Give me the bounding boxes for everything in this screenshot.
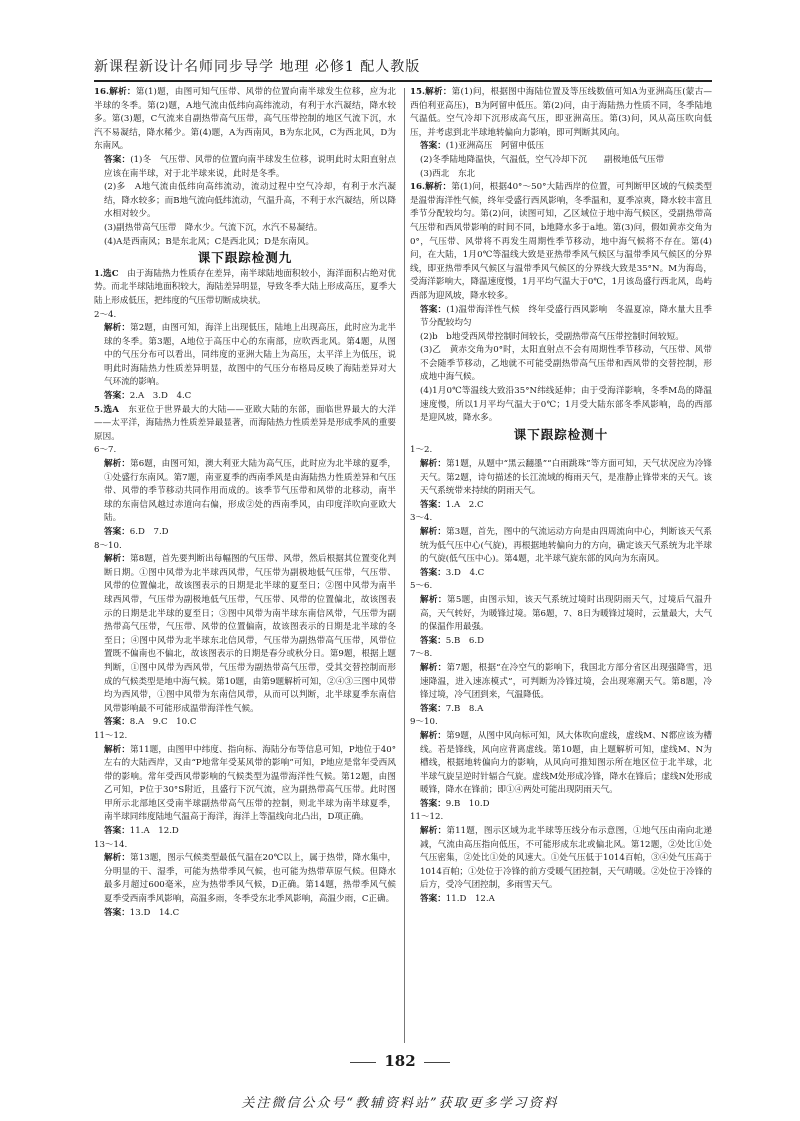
answer-paragraph: 答案：9.B 10.D: [420, 798, 490, 809]
answer-paragraph: 11～12.: [94, 730, 128, 741]
left-column: [94, 86, 396, 920]
answer-paragraph: (3)西北 东北: [420, 168, 476, 179]
answer-paragraph: 解析：第9题，从图中风向标可知，风大体吹向虚线，虚线M、N都应该为槽线。若是锋线，风向应背离虚线。第10题，由上题解析可知，虚线M、N为槽线，根据地转偏向力的影响，从风向可推知图示所在地区位于北半球，北半球气旋呈逆时针辐合气旋。虚线M处形成冷锋，降水在锋后；虚线N处形成暖锋，降水在锋前；即①④两处可能出现阴雨天气。: [420, 730, 712, 796]
answer-paragraph: 3～4.: [410, 513, 433, 524]
header-title: 新课程新设计名师同步导学 地理 必修1 配人教版: [94, 59, 421, 75]
answer-paragraph: 11～12.: [410, 812, 444, 823]
page-number: [0, 1052, 800, 1070]
answer-paragraph: 解析：第11题，图示区域为北半球等压线分布示意图，①地气压由南向北递减，气流由高压指向低压，不可能形成东北或偏北风。第12题，②处比①处气压密集，②处比①处的风速大。①处气压低于1014百帕，③④处气压高于1014百帕；①处位于冷锋的前方受暖气团控制，天气晴暖。②处位于冷锋的后方，受冷气团控制，多雨雪天气。: [420, 826, 712, 891]
answer-paragraph: 9～10.: [410, 717, 438, 728]
answer-paragraph: 答案：2.A 3.D 4.C: [104, 391, 192, 402]
answer-paragraph: 答案：8.A 9.C 10.C: [104, 717, 197, 728]
answer-paragraph: 解析：第2题，由图可知，海洋上出现低压，陆地上出现高压，此时应为北半球的冬季。第3题，A地位于高压中心的东南部，应吹西北风。第4题，从图中的气压分布可以看出，同纬度的亚洲大陆上为高压，太平洋上为低压，说明此时海陆热力性质差异明显，故图中的气压分布格局反映了海陆差异对大气环流的影响。: [104, 323, 396, 388]
answer-paragraph: (4)1月0℃等温线大致沿35°N纬线延伸；由于受海洋影响，冬季M岛的降温速度慢，所以1月平均气温大于0℃；1月受大陆东部冬季风影响，岛的西部是迎风坡，降水多。: [420, 386, 712, 424]
answer-paragraph: 答案：11.D 12.A: [420, 894, 495, 905]
answer-paragraph: 解析：第8题，首先要判断出每幅图的气压带、风带，然后根据其位置变化判断日期。①图中风带为北半球西风带，气压带为副极地低气压带，气压带、风带的位置偏北，故该图表示的日期是北半球的夏至日；②图中风带为南半球西风带，气压带为副极地低气压带，气压带、风带的位置偏北，故该图表示的日期是北半球的夏至日；③图中风带为南半球东南信风带，气压带为副热带高气压带，气压带、风带的位置偏南，故该图表示的日期是北半球的冬至日；④图中风带为北半球东北信风带，气压带为副热带高气压带，风带位置既不偏南也不偏北，故该图表示的日期是春分或秋分日。第9题，根据上题判断，①图中风带为西风带，气压带为副热带高气压带，受其交替控制而形成的气候类型是地中海气候。第10题，由第9题解析可知，②④③三图中风带均为西风带，①图中风带为东南信风带，从而可以判断，北半球夏季东南信风带影响最不可能形成温带海洋性气候。: [104, 554, 396, 714]
answer-paragraph: (3)副热带高气压带 降水少。气流下沉，水汽不易凝结。: [104, 222, 323, 233]
answer-paragraph: 16.解析：第(1)问，根据40°～50°大陆西岸的位置，可判断甲区域的气候类型是温带海洋性气候，终年受盛行西风影响，冬季温和，夏季凉爽，降水较丰富且季节分配较均匀。第(2)问，读图可知，乙区域位于地中海气候区，受副热带高气压带和西风带影响的时间不同，b地降水多于a地。第(3)问，假如黄赤交角为0°，气压带、风带将不再发生周期性季节移动，地中海气候将不存在。第(4)问，在大陆，1月0℃等温线大致是亚热带季风气候区与温带季风气候区的分界线，即亚热带季风气候区与温带季风气候区的分界线大致是35°N。M为海岛，受海洋影响大，降温速度慢，1月平均气温大于0℃，1月该岛盛行西北风，岛屿西部为迎风坡，降水较多。: [410, 182, 713, 301]
section-title: 课下跟踪检测十: [513, 426, 609, 442]
answer-paragraph: 13～14.: [94, 839, 128, 850]
answer-paragraph: 答案：5.B 6.D: [420, 635, 484, 646]
running-header: [94, 56, 712, 82]
section-title: 课下跟踪检测九: [197, 250, 293, 266]
answer-paragraph: (2)b b地受西风带控制时间较长，受副热带高气压带控制时间较短。: [420, 331, 684, 342]
column-divider: [404, 88, 405, 1043]
answer-paragraph: (3)乙 黄赤交角为0°时，太阳直射点不会有周期性季节移动，气压带、风带不会随季节移动，乙地就不可能受副热带高气压带和西风带的交替控制，形成地中海气候。: [420, 345, 712, 383]
answer-paragraph: 2～4.: [94, 309, 117, 320]
answer-paragraph: 8～10.: [94, 540, 122, 551]
answer-paragraph: 6～7.: [94, 445, 117, 456]
answer-paragraph: 1.选C 由于海陆热力性质存在差异，南半球陆地面积较小，海洋面积占绝对优势。而北半球陆地面积较大，海陆差异明显，导致冬季大陆上形成高压，夏季大陆上形成低压，把纬度的气压带切断成块状。: [94, 268, 396, 306]
answer-paragraph: 答案：(1)亚洲高压 阿留申低压: [420, 141, 544, 152]
page-number-rule-right: [424, 1062, 450, 1063]
page-number-text: 182: [384, 1052, 416, 1070]
answer-paragraph: 答案：13.D 14.C: [104, 907, 180, 918]
answer-paragraph: 5～6.: [410, 581, 433, 592]
answer-paragraph: 解析：第3题，首先，图中的气流运动方向是由四周流向中心，判断该天气系统为低气压中心(气旋)，再根据地转偏向力的方向，确定该天气系统为北半球的气旋(低气压中心)。第4题，北半球气旋东部的风向为东南风。: [420, 527, 712, 565]
answer-paragraph: 5.选A 东亚位于世界最大的大陆——亚欧大陆的东部，面临世界最大的大洋——太平洋，海陆热力性质差异最显著，而海陆热力性质差异是形成季风的重要原因。: [94, 404, 396, 442]
answer-paragraph: 答案：(1)冬 气压带、风带的位置向南半球发生位移，说明此时太阳直射点应该在南半球，对于北半球来说，此时是冬季。: [104, 154, 396, 179]
answer-paragraph: (2)多 A地气流由低纬向高纬流动，流动过程中空气冷却，有利于水汽凝结，降水较多；而B地气流向低纬流动，气温升高，不利于水汽凝结，所以降水相对较少。: [104, 182, 396, 220]
answer-paragraph: 答案：11.A 12.D: [104, 826, 179, 837]
footer-text: 关注微信公众号“教辅资料站”获取更多学习资料: [241, 1096, 559, 1111]
right-column: [410, 86, 712, 907]
answer-paragraph: 解析：第11题，由图甲中纬度、指向标、海陆分布等信息可知，P地位于40°左右的大陆西岸，又由“P地常年受某风带的影响”可知，P地应是常年受西风带的影响。常年受西风带影响的气候类型为温带海洋性气候。第12题，由图乙可知，P位于30°S附近，且盛行下沉气流，应为副热带高气压带。此时图甲所示北部地区受南半球副热带高气压带的控制，则北半球为南半球夏季，南半球同纬度陆地气温高于海洋，海洋上等温线向北凸出，D项正确。: [104, 744, 396, 823]
footer-note: [0, 1092, 800, 1111]
answer-paragraph: 解析：第5题，由图示知，该天气系统过境时出现阴雨天气，过境后气温升高，天气转好，为暖锋过境。第6题，7、8日为暖锋过境时，云量最大，大气的保温作用最强。: [420, 594, 712, 633]
answer-paragraph: 解析：第1题，从题中“黑云翻墨”“白雨跳珠”等方面可知，天气状况应为冷锋天气。第2题，诗句描述的长江流域的梅雨天气，是准静止锋带来的天气。该天气系统带来持续的阴雨天气。: [420, 459, 712, 497]
answer-paragraph: (2)冬季陆地降温快，气温低，空气冷却下沉 副极地低气压带: [420, 154, 665, 165]
answer-paragraph: 答案：(1)温带海洋性气候 终年受盛行西风影响 冬温夏凉，降水量大且季节分配较均匀: [420, 304, 712, 329]
answer-paragraph: 1～2.: [410, 445, 433, 456]
answer-paragraph: 解析：第6题，由图可知，澳大利亚大陆为高气压，此时应为北半球的夏季，①处盛行东南风。第7题，南亚夏季的西南季风是由海陆热力性质差异和气压带、风带的季节移动共同作用而成的。该季节气压带和风带的北移动，南半球的东南信风越过赤道向右偏，形成②处的西南季风，由印度洋吹向亚欧大陆。: [104, 459, 396, 524]
answer-paragraph: 16.解析：第(1)题，由图可知气压带、风带的位置向南半球发生位移，应为北半球的冬季。第(2)题，A地气流由低纬向高纬流动，有利于水汽凝结，降水较多。第(3)题，C气流来自副热带高气压带，高气压带控制的地区气流下沉，水汽不易凝结，降水稀少。第(4)题，A为西南风，B为东北风，C为西北风，D为东南风。: [94, 87, 396, 152]
answer-paragraph: 答案：1.A 2.C: [420, 499, 484, 510]
answer-paragraph: 解析：第7题，根据“在冷空气的影响下，我国北方部分省区出现强降雪，迅速降温，进入速冻模式”，可判断为冷锋过境，会出现寒潮天气。第8题，冷锋过境，冷气团到来，气温降低。: [420, 662, 712, 701]
answer-paragraph: 解析：第13题，图示气候类型最低气温在20℃以上，属于热带，降水集中，分明显的干、湿季，可能为热带季风气候，也可能为热带草原气候。但降水最多月超过600毫米，应为热带季风气候，D正确。第14题，热带季风气候夏季受西南季风影响，高温多雨，冬季受东北季风影响，高温少雨，C正确。: [104, 853, 396, 905]
answer-paragraph: 答案：3.D 4.C: [420, 567, 485, 578]
answer-paragraph: (4)A是西南风；B是东北风；C是西北风；D是东南风。: [104, 236, 315, 247]
page-number-rule-left: [350, 1062, 376, 1063]
answer-paragraph: 答案：7.B 8.A: [420, 703, 484, 714]
answer-paragraph: 15.解析：第(1)问，根据图中海陆位置及等压线数值可知A为亚洲高压(蒙古—西伯利亚高压)，B为阿留申低压。第(2)问，由于海陆热力性质不同，冬季陆地气温低。空气冷却下沉形成高气压，即亚洲高压。第(3)问，风从高压吹向低压，并考虑到北半球地转偏向力影响，即可判断其风向。: [410, 87, 713, 138]
answer-paragraph: 答案：6.D 7.D: [104, 527, 169, 537]
answer-paragraph: 7～8.: [410, 649, 433, 660]
